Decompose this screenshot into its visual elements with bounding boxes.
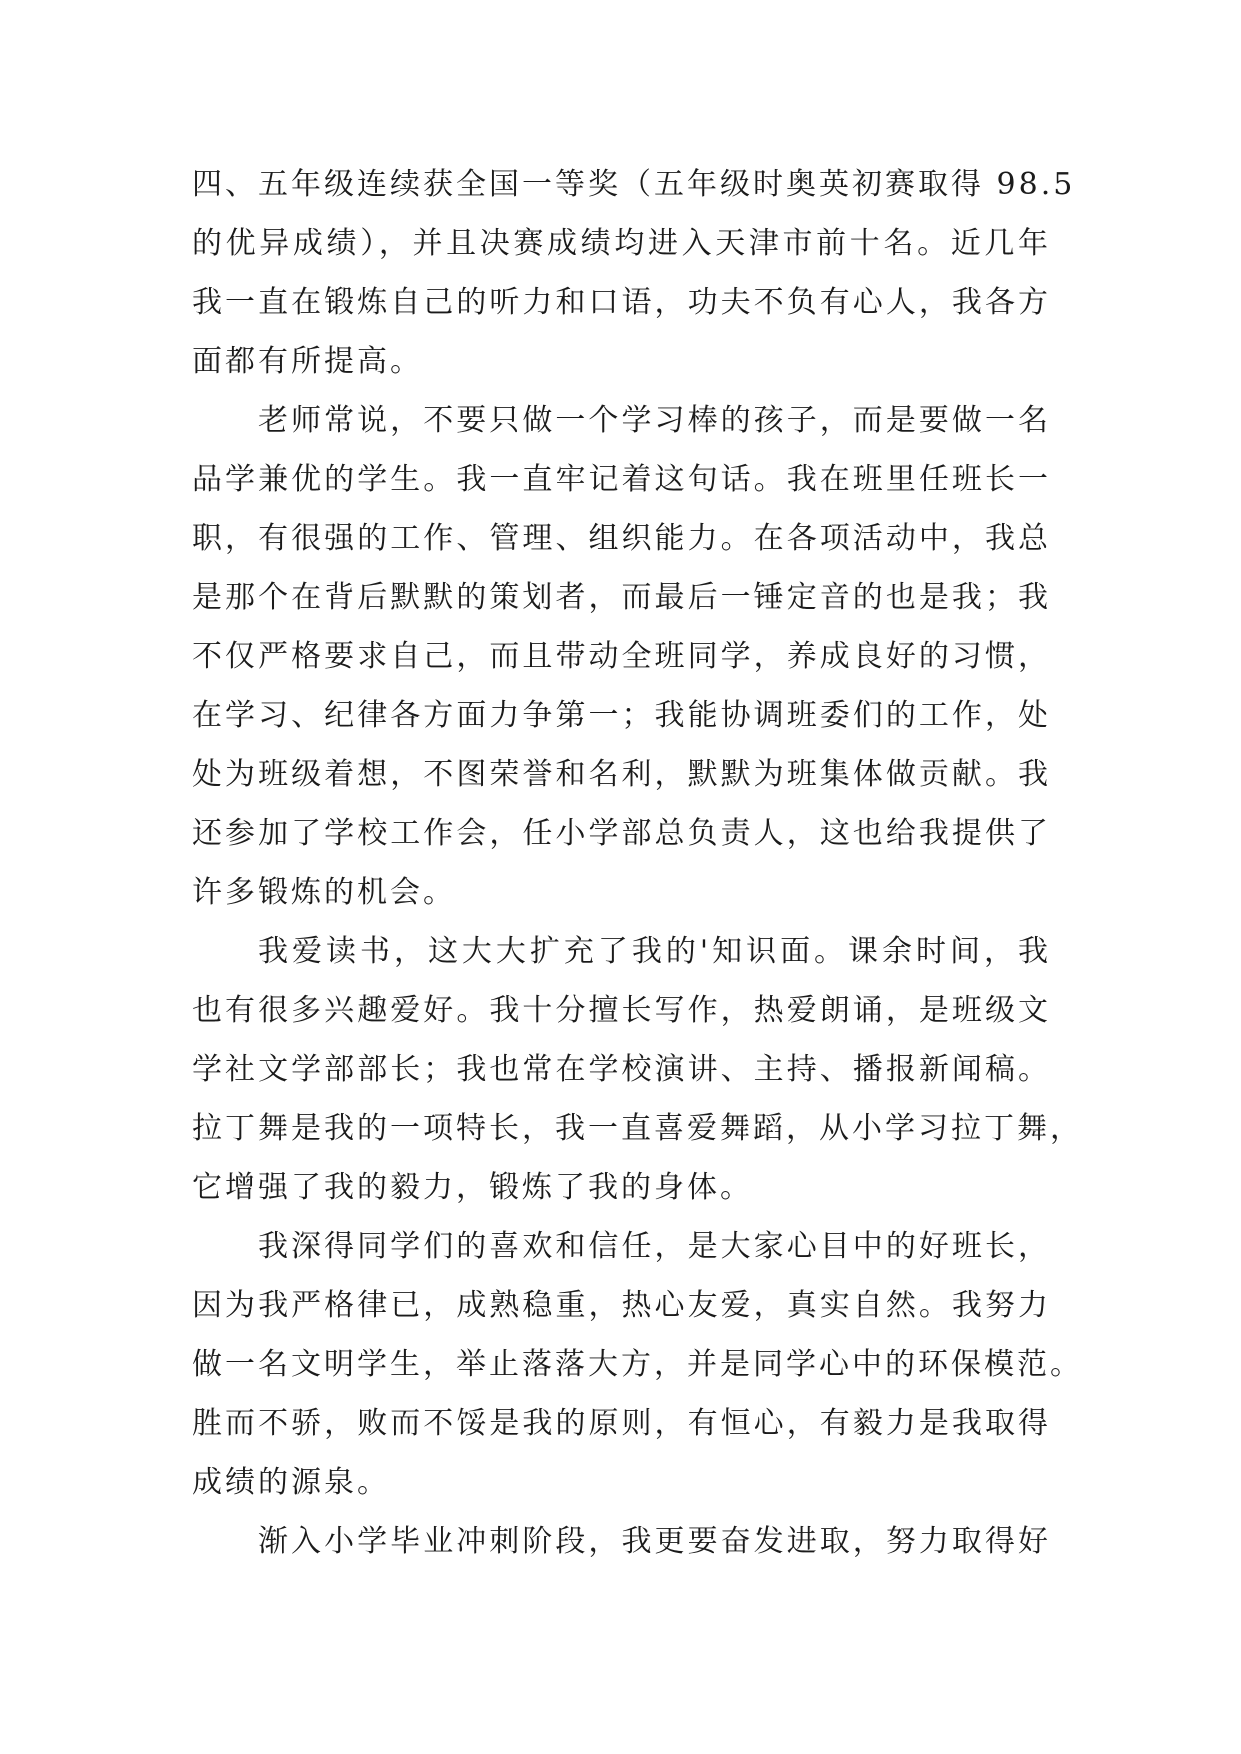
text-line: 许多锻炼的机会。 — [192, 875, 456, 910]
text-line: 老师常说，不要只做一个学习棒的孩子，而是要做一名 — [258, 403, 1051, 438]
text-line: 在学习、纪律各方面力争第一；我能协调班委们的工作，处 — [192, 698, 1051, 733]
text-line: 做一名文明学生，举止落落大方，并是同学心中的环保模范。 — [192, 1347, 1083, 1382]
text-line: 成绩的源泉。 — [192, 1465, 390, 1500]
text-line: 我一直在锻炼自己的听力和口语，功夫不负有心人，我各方 — [192, 285, 1051, 320]
text-line: 处为班级着想，不图荣誉和名利，默默为班集体做贡献。我 — [192, 757, 1051, 792]
text-line: 我深得同学们的喜欢和信任，是大家心目中的好班长， — [258, 1229, 1051, 1264]
document-body — [192, 155, 1083, 1571]
text-line: 职，有很强的工作、管理、组织能力。在各项活动中，我总 — [192, 521, 1051, 556]
text-line: 还参加了学校工作会，任小学部总负责人，这也给我提供了 — [192, 816, 1051, 851]
text-line: 因为我严格律已，成熟稳重，热心友爱，真实自然。我努力 — [192, 1288, 1051, 1323]
text-line: 不仅严格要求自己，而且带动全班同学，养成良好的习惯， — [192, 639, 1051, 674]
text-line: 我爱读书，这大大扩充了我的'知识面。课余时间，我 — [258, 934, 1051, 969]
text-line: 拉丁舞是我的一项特长，我一直喜爱舞蹈，从小学习拉丁舞， — [192, 1111, 1083, 1146]
text-line: 也有很多兴趣爱好。我十分擅长写作，热爱朗诵，是班级文 — [192, 993, 1051, 1028]
text-line: 面都有所提高。 — [192, 344, 423, 379]
text-line: 是那个在背后默默的策划者，而最后一锤定音的也是我；我 — [192, 580, 1051, 615]
text-line: 四、五年级连续获全国一等奖（五年级时奥英初赛取得 98.5 — [192, 167, 1076, 202]
text-line: 渐入小学毕业冲刺阶段，我更要奋发进取，努力取得好 — [258, 1524, 1051, 1559]
paragraph-3 — [192, 922, 1083, 1217]
text-line: 学社文学部部长；我也常在学校演讲、主持、播报新闻稿。 — [192, 1052, 1051, 1087]
paragraph-2 — [192, 391, 1051, 922]
text-line: 品学兼优的学生。我一直牢记着这句话。我在班里任班长一 — [192, 462, 1051, 497]
text-line: 胜而不骄，败而不馁是我的原则，有恒心，有毅力是我取得 — [192, 1406, 1051, 1441]
text-line: 的优异成绩），并且决赛成绩均进入天津市前十名。近几年 — [192, 226, 1051, 261]
paragraph-4 — [192, 1217, 1083, 1512]
text-line: 它增强了我的毅力，锻炼了我的身体。 — [192, 1170, 753, 1205]
paragraph-5 — [192, 1512, 1051, 1571]
paragraph-1 — [192, 155, 1076, 391]
